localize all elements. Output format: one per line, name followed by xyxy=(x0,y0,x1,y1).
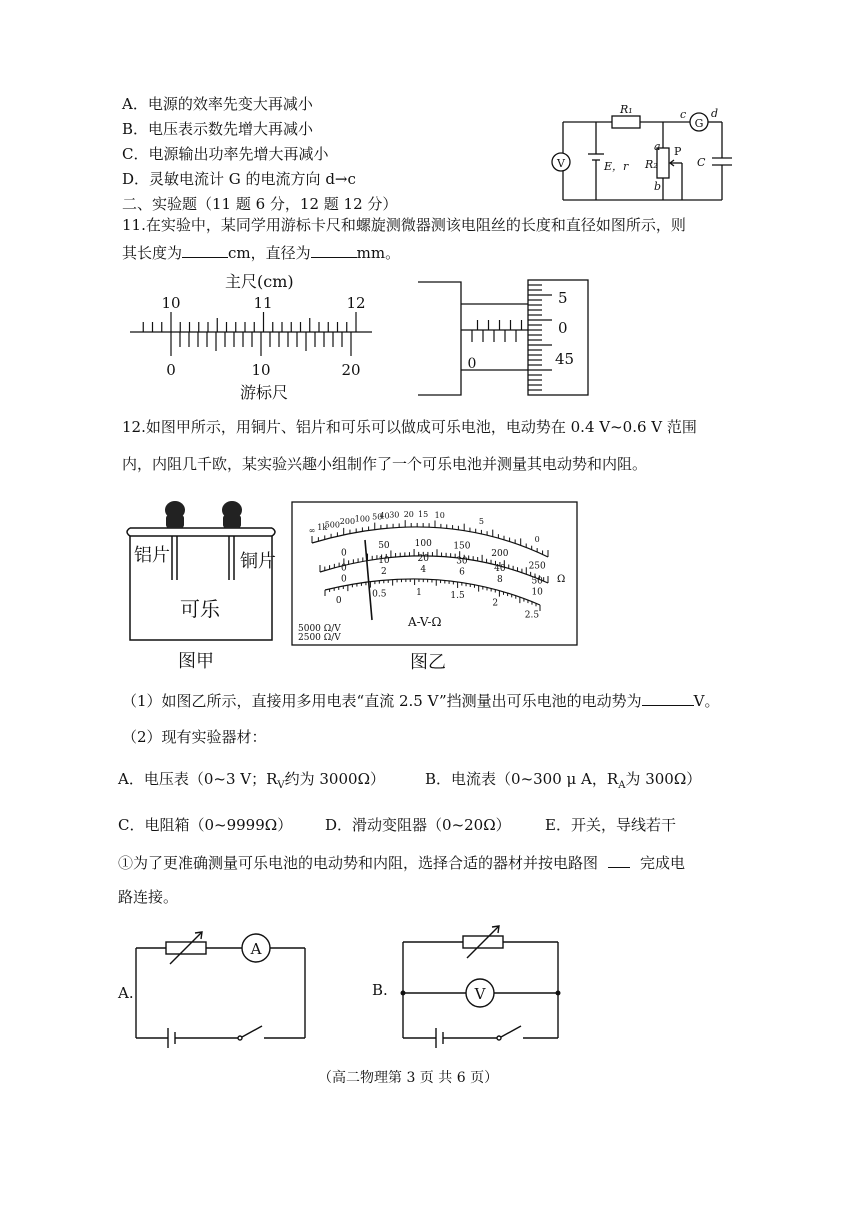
sleeve-zero-label: 0 xyxy=(467,356,477,372)
main-tick-12: 12 xyxy=(346,294,366,312)
ohm-unit-label: Ω xyxy=(557,574,566,585)
ohm-scale-label: 30 xyxy=(389,510,400,520)
figure-yi-caption: 图乙 xyxy=(410,652,446,673)
option-d: D．灵敏电流计 G 的电流方向 d→c xyxy=(122,170,356,188)
section-title: 二、实验题（11 题 6 分，12 题 12 分） xyxy=(122,195,398,213)
equipment-c: C．电阻箱（0~9999Ω） xyxy=(118,816,293,834)
equipment-a-rest: 约为 3000Ω） xyxy=(284,770,386,788)
equipment-b-text: B．电流表（0~300 μ A，R xyxy=(425,770,619,788)
q12-line1: 12.如图甲所示，用铜片、铝片和可乐可以做成可乐电池，电动势在 0.4 V~0.6 V 范围 xyxy=(122,418,697,436)
ohm-scale-label: 5 xyxy=(478,516,484,526)
main-tick-11: 11 xyxy=(253,294,273,312)
vernier-tick-10: 10 xyxy=(251,361,271,379)
mid-scale-label: 20 xyxy=(417,553,430,564)
q12-part1-text: （1）如图乙所示，直接用多用电表“直流 2.5 V”挡测量出可乐电池的电动势为 xyxy=(122,692,642,710)
dc-scale-label: 100 xyxy=(414,538,432,549)
circuit-b-label: B. xyxy=(372,981,388,999)
low-scale-label: 6 xyxy=(459,567,465,578)
ohm-scale-label: 200 xyxy=(339,517,356,527)
mid-scale-label: 50 xyxy=(531,576,543,587)
mid-scale-label: 0 xyxy=(341,563,347,574)
q11-text-b: cm，直径为 xyxy=(228,244,311,262)
equipment-b-rest: 为 300Ω） xyxy=(625,770,702,788)
q12-sub1-text-b: 完成电 xyxy=(640,854,686,872)
ohm-scale-label: 10 xyxy=(434,510,445,520)
mid-scale-label: 40 xyxy=(494,563,506,574)
low-scale-label: 0 xyxy=(341,574,347,585)
main-tick-10: 10 xyxy=(161,294,181,312)
r2-label: R₂ xyxy=(645,158,658,171)
circuit-a-label: A. xyxy=(118,984,134,1002)
dc-scale-label: 50 xyxy=(378,541,390,552)
page-footer: （高二物理第 3 页 共 6 页） xyxy=(318,1070,499,1086)
ac-scale-label: 1.5 xyxy=(450,590,465,601)
dc-scale-label: 0 xyxy=(341,548,347,559)
thimble-label-5: 5 xyxy=(558,289,568,307)
thimble-label-45: 45 xyxy=(555,350,575,368)
q11-line1: 11.在实验中，某同学用游标卡尺和螺旋测微器测该电阻丝的长度和直径如图所示，则 xyxy=(122,216,686,234)
equipment-a-sub: V xyxy=(277,780,285,791)
dial-spec-ac: 5000 Ω/V xyxy=(298,624,341,634)
mid-scale-label: 30 xyxy=(456,556,468,567)
capacitor-label: C xyxy=(697,156,706,169)
option-c: C．电源输出功率先增大再减小 xyxy=(122,145,329,163)
cola-label: 可乐 xyxy=(180,597,220,621)
aluminum-label: 铝片 xyxy=(134,545,170,566)
dial-center-label: A-V-Ω xyxy=(408,615,442,629)
node-c-label: c xyxy=(680,108,687,121)
ohm-scale-label: 20 xyxy=(403,510,414,520)
dc-scale-label: 200 xyxy=(491,548,509,559)
equipment-e: E．开关，导线若干 xyxy=(545,816,676,834)
equipment-a-text: A．电压表（0~3 V；R xyxy=(118,770,278,788)
voltmeter-symbol-b: V xyxy=(474,985,486,1003)
vernier-tick-0: 0 xyxy=(166,361,176,379)
dc-scale-label: 150 xyxy=(453,541,471,552)
ohm-scale-label: 0 xyxy=(534,535,540,545)
low-scale-label: 8 xyxy=(497,574,503,585)
galvanometer-symbol: G xyxy=(694,117,704,130)
q11-text-a: 其长度为 xyxy=(122,244,183,262)
ohm-scale-label: 500 xyxy=(324,520,340,530)
ohm-scale-label: 100 xyxy=(354,514,371,524)
copper-label: 铜片 xyxy=(240,551,276,572)
low-scale-label: 2 xyxy=(381,567,387,578)
ohm-scale-label: ∞ xyxy=(308,526,316,535)
vernier-tick-20: 20 xyxy=(341,361,361,379)
source-label: E，r xyxy=(604,160,629,173)
q11-text-c: mm。 xyxy=(356,244,401,262)
ac-scale-label: 2 xyxy=(492,598,499,609)
ac-scale-label: 2.5 xyxy=(524,610,540,621)
equipment-b-sub: A xyxy=(618,780,626,791)
q12-part2: （2）现有实验器材： xyxy=(122,728,267,746)
q12-line2: 内，内阻几千欧，某实验兴趣小组制作了一个可乐电池并测量其电动势和内阻。 xyxy=(122,455,648,473)
low-scale-label: 10 xyxy=(531,587,543,598)
ohm-scale-label: 1k xyxy=(317,523,328,533)
dial-spec-dc: 2500 Ω/V xyxy=(298,633,341,643)
option-b: B．电压表示数先增大再减小 xyxy=(122,120,314,138)
mid-scale-label: 10 xyxy=(378,556,390,567)
main-scale-title: 主尺(cm) xyxy=(225,272,294,291)
ammeter-symbol: A xyxy=(250,940,262,958)
node-d-label: d xyxy=(711,107,719,120)
dc-scale-label: 250 xyxy=(528,561,546,572)
voltmeter-symbol: V xyxy=(557,157,565,170)
equipment-d: D．滑动变阻器（0~20Ω） xyxy=(325,816,511,834)
ohm-scale-label: 40 xyxy=(379,511,390,521)
option-a: A．电源的效率先变大再减小 xyxy=(122,95,313,113)
q12-sub1-line2: 路连接。 xyxy=(118,888,179,906)
q12-part1-unit: V。 xyxy=(693,692,720,710)
ac-scale-label: 0.5 xyxy=(372,589,387,600)
ohm-scale-label: 50 xyxy=(372,512,383,522)
node-b-label: b xyxy=(654,180,662,193)
ohm-scale-label: 15 xyxy=(418,510,429,520)
figure-jia-caption: 图甲 xyxy=(178,651,214,672)
low-scale-label: 4 xyxy=(420,564,427,575)
thimble-label-0: 0 xyxy=(558,319,568,337)
vernier-scale-title: 游标尺 xyxy=(240,383,289,402)
ac-scale-label: 0 xyxy=(335,595,342,606)
node-a-label: a xyxy=(654,140,661,153)
q12-sub1-text-a: ①为了更准确测量可乐电池的电动势和内阻，选择合适的器材并按电路图 xyxy=(118,854,599,872)
ac-scale-label: 1 xyxy=(416,588,422,599)
r1-label: R₁ xyxy=(620,103,633,116)
slider-p-label: P xyxy=(674,145,682,158)
